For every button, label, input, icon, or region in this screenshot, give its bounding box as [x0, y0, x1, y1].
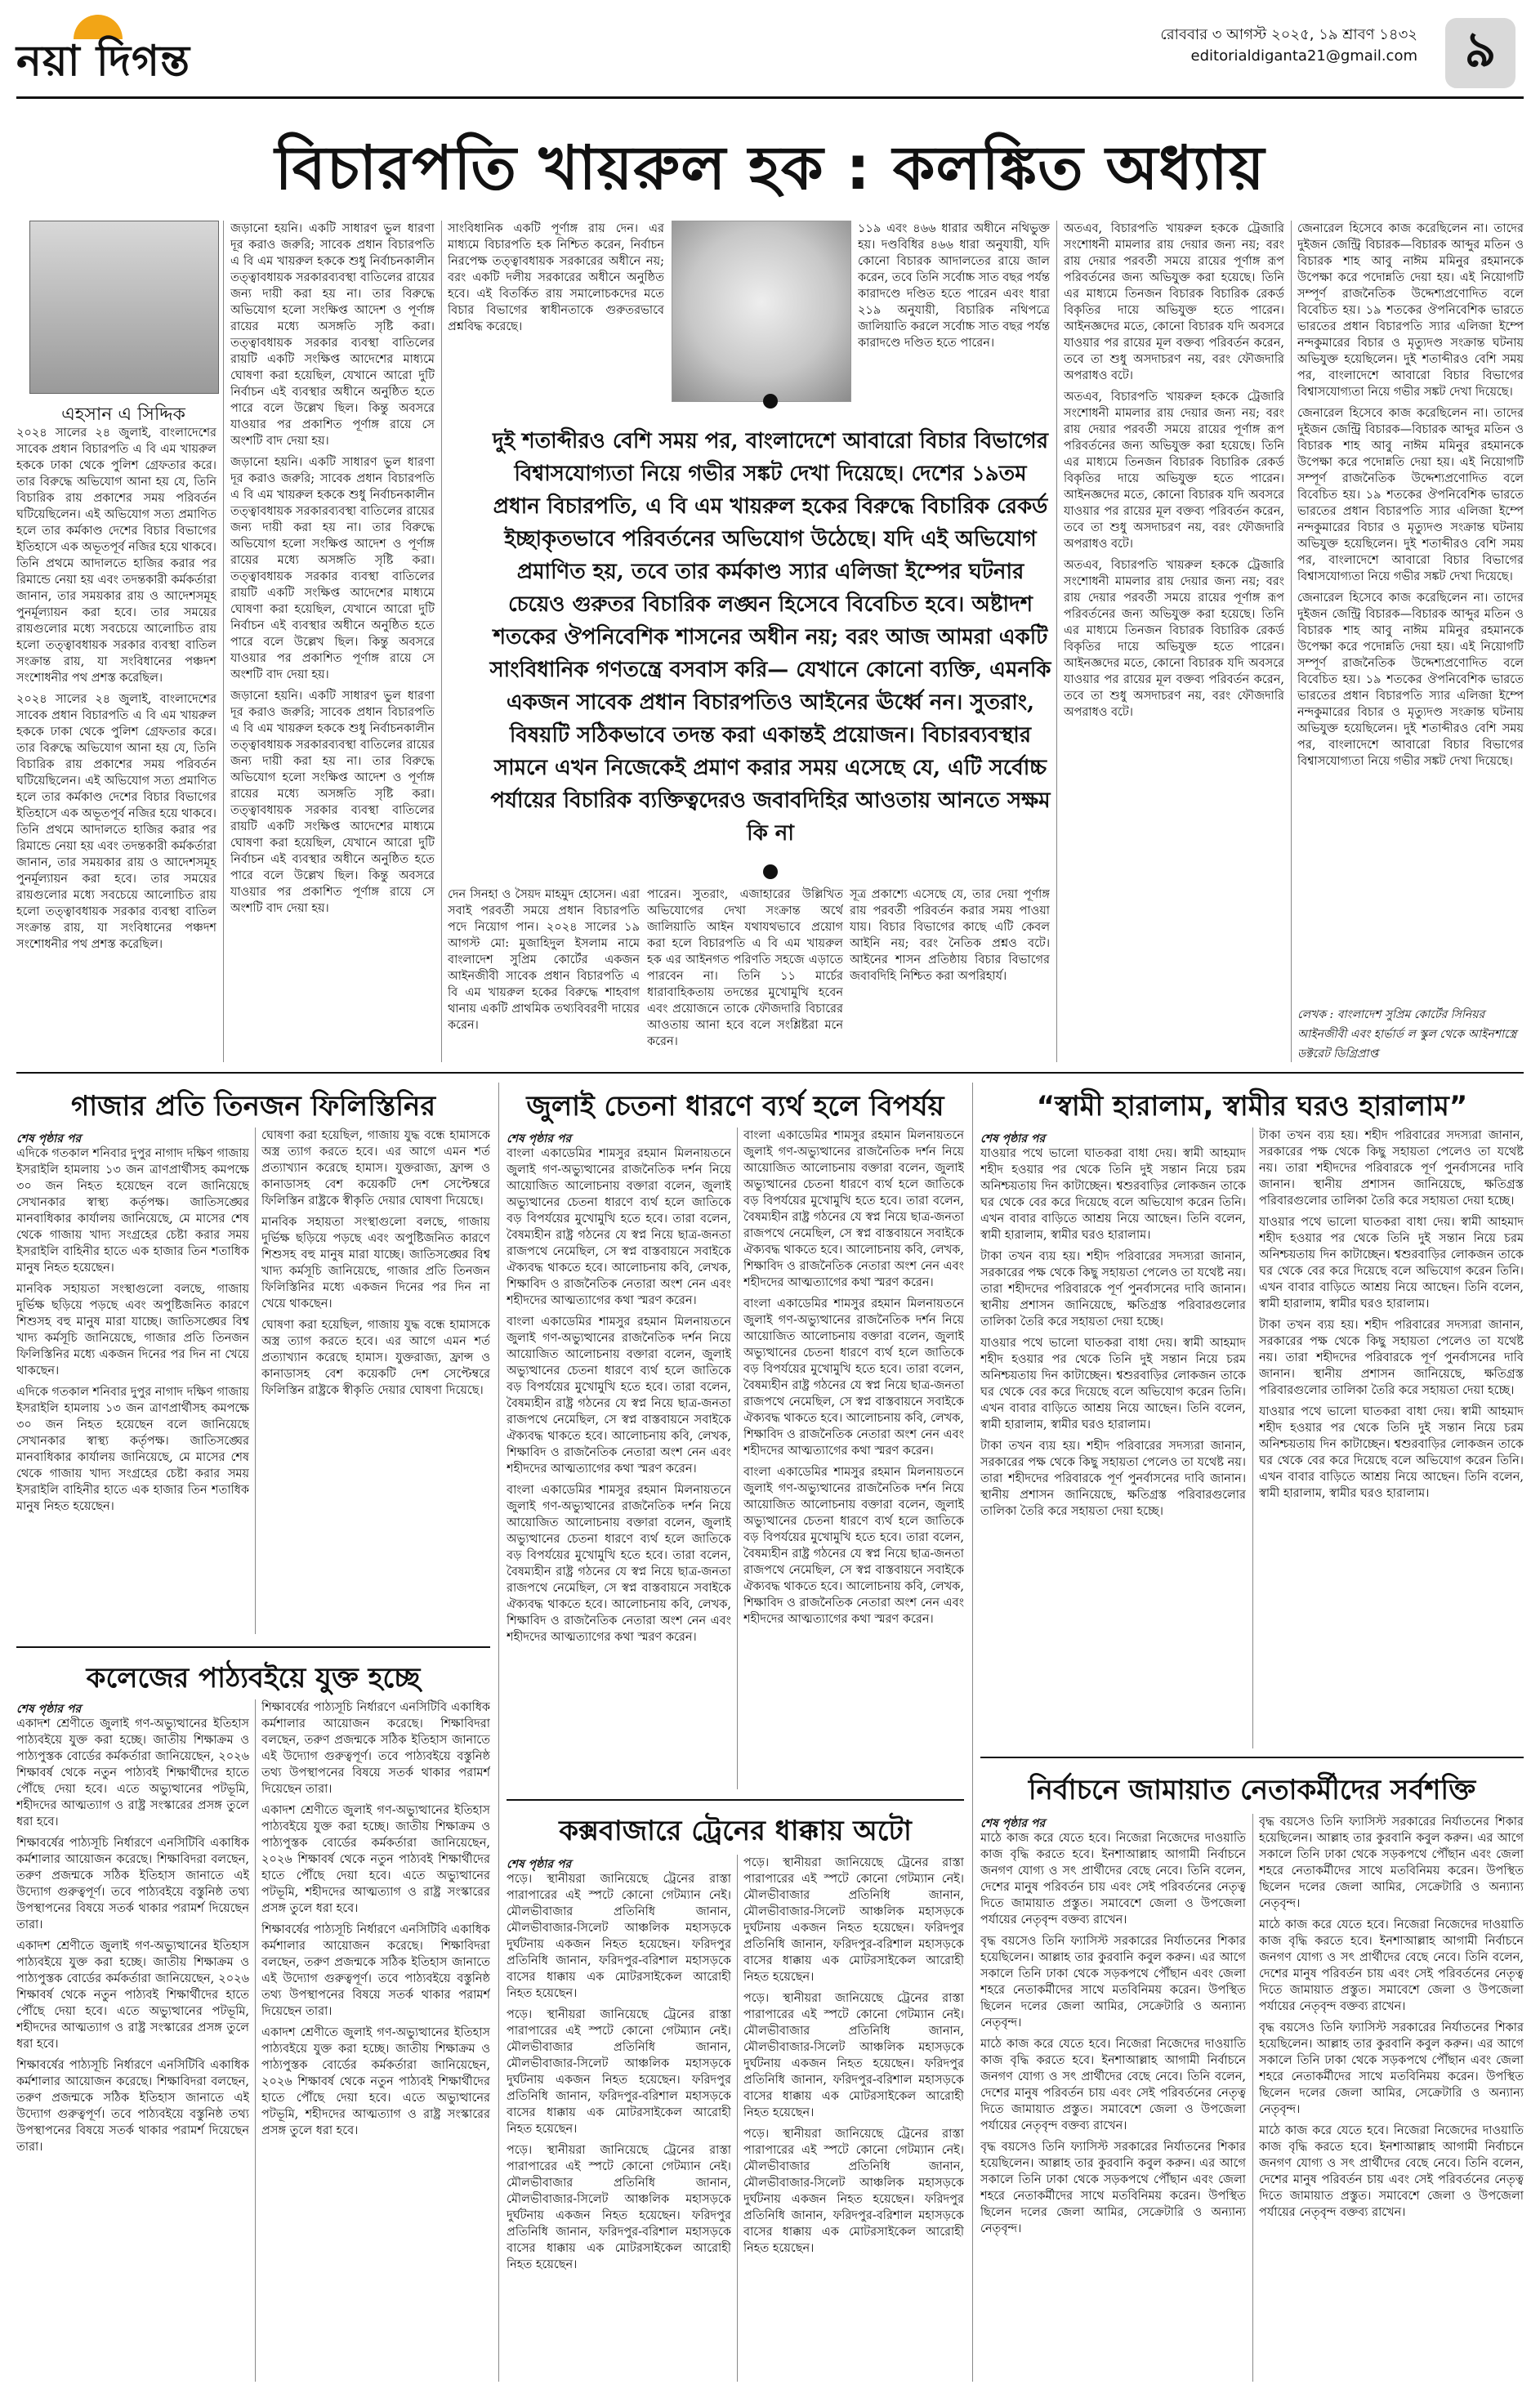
jamaat-col-1: মাঠে কাজ করে যেতে হবে। নিজেরা নিজেদের দাওয়াতি কাজ বৃদ্ধি করতে হবে। ইনশাআল্লাহ আগামী নির্বাচনে জনগণ যোগ্য ও সৎ প্রার্থীদের বেছে নেবে। তিনি বলেন, দেশের মানুষ পরিবর্তন চায় এবং সেই পরিবর্তনের নেতৃত্ব দিতে জামায়াত প্রস্তুত। সমাবেশে জেলা ও উপজেলা পর্যায়ের নেতৃবৃন্দ বক্তব্য রাখেন। বৃদ্ধ বয়সেও তিনি ফ্যাসিস্ট সরকারের নির্যাতনের শিকার হয়েছিলেন। আল্লাহ তার কুরবানি কবুল করুন। এর আগে সকালে তিনি ঢাকা থেকে সড়কপথে পৌঁছান এবং জেলা শহরে নেতাকর্মীদের সাথে মতবিনিময় করেন। উপস্থিত ছিলেন দলের জেলা আমির, সেক্রেটারি ও অন্যান্য নেতৃবৃন্দ। মাঠে কাজ করে যেতে হবে। নিজেরা নিজেদের দাওয়াতি কাজ বৃদ্ধি করতে হবে। ইনশাআল্লাহ আগামী নির্বাচনে জনগণ যোগ্য ও সৎ প্রার্থীদের বেছে নেবে। তিনি বলেন, দেশের মানুষ পরিবর্তন চায় এবং সেই পরিবর্তনের নেতৃত্ব দিতে জামায়াত প্রস্তুত। সমাবেশে জেলা ও উপজেলা পর্যায়ের নেতৃবৃন্দ বক্তব্য রাখেন। বৃদ্ধ বয়সেও তিনি ফ্যাসিস্ট সরকারের নির্যাতনের শিকার হয়েছিলেন। আল্লাহ তার কুরবানি কবুল করুন। এর আগে সকালে তিনি ঢাকা থেকে সড়কপথে পৌঁছান এবং জেলা শহরে নেতাকর্মীদের সাথে মতবিনিময় করেন। উপস্থিত ছিলেন দলের জেলা আমির, সেক্রেটারি ও অন্যান্য নেতৃবৃন্দ। [980, 1832, 1246, 2235]
gaza-col-2: ঘোষণা করা হয়েছিল, গাজায় যুদ্ধ বন্ধে হামাসকে অস্ত্র ত্যাগ করতে হবে। এর আগে এমন শর্ত প্রত্যাখ্যান করেছে হামাস। যুক্তরাজ্য, ফ্রান্স ও কানাডাসহ বেশ কয়েকটি দেশ সেপ্টেম্বরে ফিলিস্তিন রাষ্ট্রকে স্বীকৃতি দেয়ার ঘোষণা দিয়েছে। মানবিক সহায়তা সংস্থাগুলো বলছে, গাজায় দুর্ভিক্ষ ছড়িয়ে পড়ছে এবং অপুষ্টিজনিত কারণে শিশুসহ বহু মানুষ মারা যাচ্ছে। জাতিসঙ্ঘের বিশ্ব খাদ্য কর্মসূচি জানিয়েছে, গাজার প্রতি তিনজন ফিলিস্তিনির মধ্যে একজন দিনের পর দিন না খেয়ে থাকছেন। ঘোষণা করা হয়েছিল, গাজায় যুদ্ধ বন্ধে হামাসকে অস্ত্র ত্যাগ করতে হবে। এর আগে এমন শর্ত প্রত্যাখ্যান করেছে হামাস। যুক্তরাজ্য, ফ্রান্স ও কানাডাসহ বেশ কয়েকটি দেশ সেপ্টেম্বরে ফিলিস্তিন রাষ্ট্রকে স্বীকৃতি দেয়ার ঘোষণা দিয়েছে। [261, 1129, 490, 1397]
coxsbazar-col-2: পড়ে। স্থানীয়রা জানিয়েছে ট্রেনের রাস্তা পারাপারের এই স্পটে কোনো গেটম্যান নেই। মৌলভীবাজার প্রতিনিধি জানান, মৌলভীবাজার-সিলেট আঞ্চলিক মহাসড়কে দুর্ঘটনায় একজন নিহত হয়েছেন। ফরিদপুর প্রতিনিধি জানান, ফরিদপুর-বরিশাল মহাসড়কে বাসের ধাক্কায় এক মোটরসাইকেল আরোহী নিহত হয়েছেন। পড়ে। স্থানীয়রা জানিয়েছে ট্রেনের রাস্তা পারাপারের এই স্পটে কোনো গেটম্যান নেই। মৌলভীবাজার প্রতিনিধি জানান, মৌলভীবাজার-সিলেট আঞ্চলিক মহাসড়কে দুর্ঘটনায় একজন নিহত হয়েছেন। ফরিদপুর প্রতিনিধি জানান, ফরিদপুর-বরিশাল মহাসড়কে বাসের ধাক্কায় এক মোটরসাইকেল আরোহী নিহত হয়েছেন। পড়ে। স্থানীয়রা জানিয়েছে ট্রেনের রাস্তা পারাপারের এই স্পটে কোনো গেটম্যান নেই। মৌলভীবাজার প্রতিনিধি জানান, মৌলভীবাজার-সিলেট আঞ্চলিক মহাসড়কে দুর্ঘটনায় একজন নিহত হয়েছেন। ফরিদপুর প্রতিনিধি জানান, ফরিদপুর-বরিশাল মহাসড়কে বাসের ধাক্কায় এক মোটরসাইকেল আরোহী নিহত হয়েছেন। [743, 1856, 964, 2255]
page-number: ৯ [1445, 18, 1515, 88]
husband-col-2: টাকা তখন ব্যয় হয়। শহীদ পরিবারের সদস্যরা জানান, সরকারের পক্ষ থেকে কিছু সহায়তা পেলেও তা যথেষ্ট নয়। তারা শহীদদের পরিবারকে পূর্ণ পুনর্বাসনের দাবি জানান। স্থানীয় প্রশাসন জানিয়েছে, ক্ষতিগ্রস্ত পরিবারগুলোর তালিকা তৈরি করে সহায়তা দেয়া হচ্ছে। যাওয়ার পথে ভালো ঘাতকরা বাধা দেয়। স্বামী আহমাদ শহীদ হওয়ার পর থেকে তিনি দুই সন্তান নিয়ে চরম অনিশ্চয়তায় দিন কাটাচ্ছেন। শ্বশুরবাড়ির লোকজন তাকে ঘর থেকে বের করে দিয়েছে বলে অভিযোগ করেন তিনি। এখন বাবার বাড়িতে আশ্রয় নিয়ে আছেন। তিনি বলেন, স্বামী হারালাম, স্বামীর ঘরও হারালাম। টাকা তখন ব্যয় হয়। শহীদ পরিবারের সদস্যরা জানান, সরকারের পক্ষ থেকে কিছু সহায়তা পেলেও তা যথেষ্ট নয়। তারা শহীদদের পরিবারকে পূর্ণ পুনর্বাসনের দাবি জানান। স্থানীয় প্রশাসন জানিয়েছে, ক্ষতিগ্রস্ত পরিবারগুলোর তালিকা তৈরি করে সহায়তা দেয়া হচ্ছে। যাওয়ার পথে ভালো ঘাতকরা বাধা দেয়। স্বামী আহমাদ শহীদ হওয়ার পর থেকে তিনি দুই সন্তান নিয়ে চরম অনিশ্চয়তায় দিন কাটাচ্ছেন। শ্বশুরবাড়ির লোকজন তাকে ঘর থেকে বের করে দিয়েছে বলে অভিযোগ করেন তিনি। এখন বাবার বাড়িতে আশ্রয় নিয়ে আছেন। তিনি বলেন, স্বামী হারালাম, স্বামীর ঘরও হারালাম। [1259, 1129, 1524, 1500]
newspaper-logo[interactable]: নয়া দিগন্ত [16, 20, 278, 85]
section-divider [16, 1072, 1524, 1074]
main-article-col-3: সাংবিধানিক একটি পূর্ণাঙ্গ রায় দেন। এর মাধ্যমে বিচারপতি হক নিশ্চিত করেন, নির্বাচন নিরপেক্ষ তত্ত্বাবধায়ক সরকারের অধীনে নয়; বরং একটি দলীয় সরকারের অধীনে অনুষ্ঠিত হবে। এই বিতর্কিত রায় সমালোচকদের মতে বিচার বিভাগের স্বাধীনতাকে গুরুতরভাবে প্রশ্নবিদ্ধ করেছে। [448, 222, 664, 333]
article-tagline: শেষ পৃষ্ঠার পর [507, 1858, 572, 1871]
header-info [1160, 25, 1417, 67]
article-title-july[interactable]: জুলাই চেতনা ধারণে ব্যর্থ হলে বিপর্যয় [526, 1090, 944, 1123]
pull-quote-dot-bottom [763, 864, 778, 879]
main-headline: বিচারপতি খায়রুল হক : কলঙ্কিত অধ্যায় [275, 133, 1265, 203]
article-tagline: শেষ পৃষ্ঠার পর [507, 1132, 572, 1145]
header-divider [16, 96, 1524, 99]
pull-quote: দুই শতাব্দীরও বেশি সময় পর, বাংলাদেশে আবারো বিচার বিভাগের বিশ্বাসযোগ্যতা নিয়ে গভীর সঙ্কট দেখা দিয়েছে। দেশের ১৯তম প্রধান বিচারপতি, এ বি এম খায়রুল হকের বিরুদ্ধে বিচারিক রেকর্ড ইচ্ছাকৃতভাবে পরিবর্তনের অভিযোগ উঠেছে। যদি এই অভিযোগ প্রমাণিত হয়, তবে তার কর্মকাণ্ড স্যার এলিজা ইম্পের ঘটনার চেয়েও গুরুতর বিচারিক লঙ্ঘন হিসেবে বিবেচিত হবে। অষ্টাদশ শতকের ঔপনিবেশিক শাসনের অধীন নয়; বরং আজ আমরা একটি সাংবিধানিক গণতন্ত্রে বসবাস করি— যেখানে কোনো ব্যক্তি, এমনকি একজন সাবেক প্রধান বিচারপতিও আইনের ঊর্ধ্বে নন। সুতরাং, বিষয়টি সঠিকভাবে তদন্ত করা একান্তই প্রয়োজন। বিচারব্যবস্থার সামনে এখন নিজেকেই প্রমাণ করার সময় এসেছে যে, এটি সর্বোচ্চ পর্যায়ের বিচারিক ব্যক্তিত্বদেরও জবাবদিহির আওতায় আনতে সক্ষম কি না [489, 429, 1051, 846]
article-title-college[interactable]: কলেজের পাঠ্যবইয়ে যুক্ত হচ্ছে [86, 1662, 421, 1695]
author-credit: লেখক : বাংলাদেশ সুপ্রিম কোর্টের সিনিয়র আইনজীবী এবং হার্ভার্ড ল স্কুল থেকে আইনশাস্ত্রে ডক্টরেট ডিগ্রিপ্রাপ্ত [1297, 1008, 1517, 1061]
author-name: এহসান এ সিদ্দিক [61, 404, 185, 425]
column-divider [1291, 221, 1292, 1062]
column-divider [737, 1855, 738, 2382]
main-article-col-5: অতএব, বিচারপতি খায়রুল হককে ট্রেজারি সংশোধনী মামলার রায় দেয়ার জন্য নয়; বরং রায় দেয়ার পরবর্তী সময়ে রায়ের পূর্ণাঙ্গ রূপ পরিবর্তনের জন্য অভিযুক্ত করা হয়েছে। তিনি এর মাধ্যমে তিনজন বিচারক বিচারিক রেকর্ড বিকৃতির দায়ে অভিযুক্ত হতে পারেন। আইনজ্ঞদের মতে, কোনো বিচারক যদি অবসরে যাওয়ার পর রায়ের মূল বক্তব্য পরিবর্তন করেন, তবে তা শুধু অসদাচরণ নয়, বরং ফৌজদারি অপরাধও বটে। অতএব, বিচারপতি খায়রুল হককে ট্রেজারি সংশোধনী মামলার রায় দেয়ার জন্য নয়; বরং রায় দেয়ার পরবর্তী সময়ে রায়ের পূর্ণাঙ্গ রূপ পরিবর্তনের জন্য অভিযুক্ত করা হয়েছে। তিনি এর মাধ্যমে তিনজন বিচারক বিচারিক রেকর্ড বিকৃতির দায়ে অভিযুক্ত হতে পারেন। আইনজ্ঞদের মতে, কোনো বিচারক যদি অবসরে যাওয়ার পর রায়ের মূল বক্তব্য পরিবর্তন করেন, তবে তা শুধু অসদাচরণ নয়, বরং ফৌজদারি অপরাধও বটে। অতএব, বিচারপতি খায়রুল হককে ট্রেজারি সংশোধনী মামলার রায় দেয়ার জন্য নয়; বরং রায় দেয়ার পরবর্তী সময়ে রায়ের পূর্ণাঙ্গ রূপ পরিবর্তনের জন্য অভিযুক্ত করা হয়েছে। তিনি এর মাধ্যমে তিনজন বিচারক বিচারিক রেকর্ড বিকৃতির দায়ে অভিযুক্ত হতে পারেন। আইনজ্ঞদের মতে, কোনো বিচারক যদি অবসরে যাওয়ার পর রায়ের মূল বক্তব্য পরিবর্তন করেন, তবে তা শুধু অসদাচরণ নয়, বরং ফৌজদারি অপরাধও বটে। [1064, 222, 1284, 719]
section-divider [507, 1799, 964, 1801]
july-col-1: বাংলা একাডেমির শামসুর রহমান মিলনায়তনে জুলাই গণ-অভ্যুত্থানের রাজনৈতিক দর্শন নিয়ে আয়োজিত আলোচনায় বক্তারা বলেন, জুলাই অভ্যুত্থানের চেতনা ধারণে ব্যর্থ হলে জাতিকে বড় বিপর্যয়ের মুখোমুখি হতে হবে। তারা বলেন, বৈষম্যহীন রাষ্ট্র গঠনের যে স্বপ্ন নিয়ে ছাত্র-জনতা রাজপথে নেমেছিল, সে স্বপ্ন বাস্তবায়নে সবাইকে ঐক্যবদ্ধ থাকতে হবে। আলোচনায় কবি, লেখক, শিক্ষাবিদ ও রাজনৈতিক নেতারা অংশ নেন এবং শহীদদের আত্মত্যাগের কথা স্মরণ করেন। বাংলা একাডেমির শামসুর রহমান মিলনায়তনে জুলাই গণ-অভ্যুত্থানের রাজনৈতিক দর্শন নিয়ে আয়োজিত আলোচনায় বক্তারা বলেন, জুলাই অভ্যুত্থানের চেতনা ধারণে ব্যর্থ হলে জাতিকে বড় বিপর্যয়ের মুখোমুখি হতে হবে। তারা বলেন, বৈষম্যহীন রাষ্ট্র গঠনের যে স্বপ্ন নিয়ে ছাত্র-জনতা রাজপথে নেমেছিল, সে স্বপ্ন বাস্তবায়নে সবাইকে ঐক্যবদ্ধ থাকতে হবে। আলোচনায় কবি, লেখক, শিক্ষাবিদ ও রাজনৈতিক নেতারা অংশ নেন এবং শহীদদের আত্মত্যাগের কথা স্মরণ করেন। বাংলা একাডেমির শামসুর রহমান মিলনায়তনে জুলাই গণ-অভ্যুত্থানের রাজনৈতিক দর্শন নিয়ে আয়োজিত আলোচনায় বক্তারা বলেন, জুলাই অভ্যুত্থানের চেতনা ধারণে ব্যর্থ হলে জাতিকে বড় বিপর্যয়ের মুখোমুখি হতে হবে। তারা বলেন, বৈষম্যহীন রাষ্ট্র গঠনের যে স্বপ্ন নিয়ে ছাত্র-জনতা রাজপথে নেমেছিল, সে স্বপ্ন বাস্তবায়নে সবাইকে ঐক্যবদ্ধ থাকতে হবে। আলোচনায় কবি, লেখক, শিক্ষাবিদ ও রাজনৈতিক নেতারা অংশ নেন এবং শহীদদের আত্মত্যাগের কথা স্মরণ করেন। [507, 1147, 731, 1644]
coxsbazar-col-1: পড়ে। স্থানীয়রা জানিয়েছে ট্রেনের রাস্তা পারাপারের এই স্পটে কোনো গেটম্যান নেই। মৌলভীবাজার প্রতিনিধি জানান, মৌলভীবাজার-সিলেট আঞ্চলিক মহাসড়কে দুর্ঘটনায় একজন নিহত হয়েছেন। ফরিদপুর প্রতিনিধি জানান, ফরিদপুর-বরিশাল মহাসড়কে বাসের ধাক্কায় এক মোটরসাইকেল আরোহী নিহত হয়েছেন। পড়ে। স্থানীয়রা জানিয়েছে ট্রেনের রাস্তা পারাপারের এই স্পটে কোনো গেটম্যান নেই। মৌলভীবাজার প্রতিনিধি জানান, মৌলভীবাজার-সিলেট আঞ্চলিক মহাসড়কে দুর্ঘটনায় একজন নিহত হয়েছেন। ফরিদপুর প্রতিনিধি জানান, ফরিদপুর-বরিশাল মহাসড়কে বাসের ধাক্কায় এক মোটরসাইকেল আরোহী নিহত হয়েছেন। পড়ে। স্থানীয়রা জানিয়েছে ট্রেনের রাস্তা পারাপারের এই স্পটে কোনো গেটম্যান নেই। মৌলভীবাজার প্রতিনিধি জানান, মৌলভীবাজার-সিলেট আঞ্চলিক মহাসড়কে দুর্ঘটনায় একজন নিহত হয়েছেন। ফরিদপুর প্রতিনিধি জানান, ফরিদপুর-বরিশাল মহাসড়কে বাসের ধাক্কায় এক মোটরসাইকেল আরোহী নিহত হয়েছেন। [507, 1873, 731, 2271]
subject-photo [672, 221, 851, 402]
college-col-2: শিক্ষাবর্ষের পাঠ্যসূচি নির্ধারণে এনসিটিবি একাধিক কর্মশালার আয়োজন করেছে। শিক্ষাবিদরা বলছেন, তরুণ প্রজন্মকে সঠিক ইতিহাস জানাতে এই উদ্যোগ গুরুত্বপূর্ণ। তবে পাঠ্যবইয়ে বস্তুনিষ্ঠ তথ্য উপস্থাপনের বিষয়ে সতর্ক থাকার পরামর্শ দিয়েছেন তারা। একাদশ শ্রেণীতে জুলাই গণ-অভ্যুত্থানের ইতিহাস পাঠ্যবইয়ে যুক্ত করা হচ্ছে। জাতীয় শিক্ষাক্রম ও পাঠ্যপুস্তক বোর্ডের কর্মকর্তারা জানিয়েছেন, ২০২৬ শিক্ষাবর্ষ থেকে নতুন পাঠ্যবই শিক্ষার্থীদের হাতে পৌঁছে দেয়া হবে। এতে অভ্যুত্থানের পটভূমি, শহীদদের আত্মত্যাগ ও রাষ্ট্র সংস্কারের প্রসঙ্গ তুলে ধরা হবে। শিক্ষাবর্ষের পাঠ্যসূচি নির্ধারণে এনসিটিবি একাধিক কর্মশালার আয়োজন করেছে। শিক্ষাবিদরা বলছেন, তরুণ প্রজন্মকে সঠিক ইতিহাস জানাতে এই উদ্যোগ গুরুত্বপূর্ণ। তবে পাঠ্যবইয়ে বস্তুনিষ্ঠ তথ্য উপস্থাপনের বিষয়ে সতর্ক থাকার পরামর্শ দিয়েছেন তারা। একাদশ শ্রেণীতে জুলাই গণ-অভ্যুত্থানের ইতিহাস পাঠ্যবইয়ে যুক্ত করা হচ্ছে। জাতীয় শিক্ষাক্রম ও পাঠ্যপুস্তক বোর্ডের কর্মকর্তারা জানিয়েছেন, ২০২৬ শিক্ষাবর্ষ থেকে নতুন পাঠ্যবই শিক্ষার্থীদের হাতে পৌঁছে দেয়া হবে। এতে অভ্যুত্থানের পটভূমি, শহীদদের আত্মত্যাগ ও রাষ্ট্র সংস্কারের প্রসঙ্গ তুলে ধরা হবে। [261, 1701, 490, 2137]
article-tagline: শেষ পৃষ্ঠার পর [16, 1703, 82, 1716]
article-tagline: শেষ পৃষ্ঠার পর [980, 1132, 1046, 1145]
article-tagline: শেষ পৃষ্ঠার পর [16, 1132, 82, 1145]
column-divider [1252, 1814, 1253, 2382]
jamaat-col-2: বৃদ্ধ বয়সেও তিনি ফ্যাসিস্ট সরকারের নির্যাতনের শিকার হয়েছিলেন। আল্লাহ তার কুরবানি কবুল করুন। এর আগে সকালে তিনি ঢাকা থেকে সড়কপথে পৌঁছান এবং জেলা শহরে নেতাকর্মীদের সাথে মতবিনিময় করেন। উপস্থিত ছিলেন দলের জেলা আমির, সেক্রেটারি ও অন্যান্য নেতৃবৃন্দ। মাঠে কাজ করে যেতে হবে। নিজেরা নিজেদের দাওয়াতি কাজ বৃদ্ধি করতে হবে। ইনশাআল্লাহ আগামী নির্বাচনে জনগণ যোগ্য ও সৎ প্রার্থীদের বেছে নেবে। তিনি বলেন, দেশের মানুষ পরিবর্তন চায় এবং সেই পরিবর্তনের নেতৃত্ব দিতে জামায়াত প্রস্তুত। সমাবেশে জেলা ও উপজেলা পর্যায়ের নেতৃবৃন্দ বক্তব্য রাখেন। বৃদ্ধ বয়সেও তিনি ফ্যাসিস্ট সরকারের নির্যাতনের শিকার হয়েছিলেন। আল্লাহ তার কুরবানি কবুল করুন। এর আগে সকালে তিনি ঢাকা থেকে সড়কপথে পৌঁছান এবং জেলা শহরে নেতাকর্মীদের সাথে মতবিনিময় করেন। উপস্থিত ছিলেন দলের জেলা আমির, সেক্রেটারি ও অন্যান্য নেতৃবৃন্দ। মাঠে কাজ করে যেতে হবে। নিজেরা নিজেদের দাওয়াতি কাজ বৃদ্ধি করতে হবে। ইনশাআল্লাহ আগামী নির্বাচনে জনগণ যোগ্য ও সৎ প্রার্থীদের বেছে নেবে। তিনি বলেন, দেশের মানুষ পরিবর্তন চায় এবং সেই পরিবর্তনের নেতৃত্ব দিতে জামায়াত প্রস্তুত। সমাবেশে জেলা ও উপজেলা পর্যায়ের নেতৃবৃন্দ বক্তব্য রাখেন। [1259, 1815, 1524, 2219]
column-divider [223, 221, 224, 1062]
column-divider [441, 221, 442, 1062]
column-divider [972, 1083, 973, 2382]
pull-quote-dot-top [763, 394, 778, 409]
college-col-1: একাদশ শ্রেণীতে জুলাই গণ-অভ্যুত্থানের ইতিহাস পাঠ্যবইয়ে যুক্ত করা হচ্ছে। জাতীয় শিক্ষাক্রম ও পাঠ্যপুস্তক বোর্ডের কর্মকর্তারা জানিয়েছেন, ২০২৬ শিক্ষাবর্ষ থেকে নতুন পাঠ্যবই শিক্ষার্থীদের হাতে পৌঁছে দেয়া হবে। এতে অভ্যুত্থানের পটভূমি, শহীদদের আত্মত্যাগ ও রাষ্ট্র সংস্কারের প্রসঙ্গ তুলে ধরা হবে। শিক্ষাবর্ষের পাঠ্যসূচি নির্ধারণে এনসিটিবি একাধিক কর্মশালার আয়োজন করেছে। শিক্ষাবিদরা বলছেন, তরুণ প্রজন্মকে সঠিক ইতিহাস জানাতে এই উদ্যোগ গুরুত্বপূর্ণ। তবে পাঠ্যবইয়ে বস্তুনিষ্ঠ তথ্য উপস্থাপনের বিষয়ে সতর্ক থাকার পরামর্শ দিয়েছেন তারা। একাদশ শ্রেণীতে জুলাই গণ-অভ্যুত্থানের ইতিহাস পাঠ্যবইয়ে যুক্ত করা হচ্ছে। জাতীয় শিক্ষাক্রম ও পাঠ্যপুস্তক বোর্ডের কর্মকর্তারা জানিয়েছেন, ২০২৬ শিক্ষাবর্ষ থেকে নতুন পাঠ্যবই শিক্ষার্থীদের হাতে পৌঁছে দেয়া হবে। এতে অভ্যুত্থানের পটভূমি, শহীদদের আত্মত্যাগ ও রাষ্ট্র সংস্কারের প্রসঙ্গ তুলে ধরা হবে। শিক্ষাবর্ষের পাঠ্যসূচি নির্ধারণে এনসিটিবি একাধিক কর্মশালার আয়োজন করেছে। শিক্ষাবিদরা বলছেন, তরুণ প্রজন্মকে সঠিক ইতিহাস জানাতে এই উদ্যোগ গুরুত্বপূর্ণ। তবে পাঠ্যবইয়ে বস্তুনিষ্ঠ তথ্য উপস্থাপনের বিষয়ে সতর্ক থাকার পরামর্শ দিয়েছেন তারা। [16, 1717, 249, 2154]
main-article-col-9: সূত্র প্রকাশ্যে এসেছে যে, তার দেয়া পূর্ণাঙ্গ রায় পরবর্তী পরিবর্তন করার সময় পাওয়া যায়। বিচার বিভাগের কাছে এটি কেবল আইনি নয়; বরং নৈতিক প্রশ্নও বটে। আইনের শাসন প্রতিষ্ঠায় বিচার বিভাগের জবাবদিহি নিশ্চিত করা অপরিহার্য। [850, 888, 1050, 983]
email[interactable]: editorialdiganta21@gmail.com [1190, 47, 1417, 65]
section-divider [16, 1646, 490, 1648]
article-title-gaza[interactable]: গাজার প্রতি তিনজন ফিলিস্তিনির [70, 1090, 436, 1123]
main-article-col-2: জড়ানো হয়নি। একটি সাধারণ ভুল ধারণা দূর করাও জরুরি; সাবেক প্রধান বিচারপতি এ বি এম খায়রুল হককে শুধু নির্বাচনকালীন তত্ত্বাবধায়ক সরকারব্যবস্থা বাতিলের রায়ের জন্য দায়ী করা হয় না। তার বিরুদ্ধে অভিযোগ হলো সংক্ষিপ্ত আদেশ ও পূর্ণাঙ্গ রায়ের মধ্যে অসঙ্গতি সৃষ্টি করা। তত্ত্বাবধায়ক সরকার ব্যবস্থা বাতিলের রায়টি একটি সংক্ষিপ্ত আদেশের মাধ্যমে ঘোষণা করা হয়েছিল, যেখানে আরো দুটি নির্বাচন এই ব্যবস্থার অধীনে অনুষ্ঠিত হতে পারে বলে উল্লেখ ছিল। কিন্তু অবসরে যাওয়ার পর প্রকাশিত পূর্ণাঙ্গ রায়ে সে অংশটি বাদ দেয়া হয়। জড়ানো হয়নি। একটি সাধারণ ভুল ধারণা দূর করাও জরুরি; সাবেক প্রধান বিচারপতি এ বি এম খায়রুল হককে শুধু নির্বাচনকালীন তত্ত্বাবধায়ক সরকারব্যবস্থা বাতিলের রায়ের জন্য দায়ী করা হয় না। তার বিরুদ্ধে অভিযোগ হলো সংক্ষিপ্ত আদেশ ও পূর্ণাঙ্গ রায়ের মধ্যে অসঙ্গতি সৃষ্টি করা। তত্ত্বাবধায়ক সরকার ব্যবস্থা বাতিলের রায়টি একটি সংক্ষিপ্ত আদেশের মাধ্যমে ঘোষণা করা হয়েছিল, যেখানে আরো দুটি নির্বাচন এই ব্যবস্থার অধীনে অনুষ্ঠিত হতে পারে বলে উল্লেখ ছিল। কিন্তু অবসরে যাওয়ার পর প্রকাশিত পূর্ণাঙ্গ রায়ে সে অংশটি বাদ দেয়া হয়। জড়ানো হয়নি। একটি সাধারণ ভুল ধারণা দূর করাও জরুরি; সাবেক প্রধান বিচারপতি এ বি এম খায়রুল হককে শুধু নির্বাচনকালীন তত্ত্বাবধায়ক সরকারব্যবস্থা বাতিলের রায়ের জন্য দায়ী করা হয় না। তার বিরুদ্ধে অভিযোগ হলো সংক্ষিপ্ত আদেশ ও পূর্ণাঙ্গ রায়ের মধ্যে অসঙ্গতি সৃষ্টি করা। তত্ত্বাবধায়ক সরকার ব্যবস্থা বাতিলের রায়টি একটি সংক্ষিপ্ত আদেশের মাধ্যমে ঘোষণা করা হয়েছিল, যেখানে আরো দুটি নির্বাচন এই ব্যবস্থার অধীনে অনুষ্ঠিত হতে পারে বলে উল্লেখ ছিল। কিন্তু অবসরে যাওয়ার পর প্রকাশিত পূর্ণাঙ্গ রায়ে সে অংশটি বাদ দেয়া হয়। [230, 222, 435, 915]
gaza-col-1: এদিকে গতকাল শনিবার দুপুর নাগাদ দক্ষিণ গাজায় ইসরাইলি হামলায় ১৩ জন ত্রাণপ্রার্থীসহ কমপক্ষে ৩০ জন নিহত হয়েছেন বলে জানিয়েছে সেখানকার স্বাস্থ্য কর্তৃপক্ষ। জাতিসঙ্ঘের মানবাধিকার কার্যালয় জানিয়েছে, মে মাসের শেষ থেকে গাজায় খাদ্য সংগ্রহের চেষ্টা করার সময় ইসরাইলি বাহিনীর হাতে এক হাজার তিন শতাধিক মানুষ নিহত হয়েছেন। মানবিক সহায়তা সংস্থাগুলো বলছে, গাজায় দুর্ভিক্ষ ছড়িয়ে পড়ছে এবং অপুষ্টিজনিত কারণে শিশুসহ বহু মানুষ মারা যাচ্ছে। জাতিসঙ্ঘের বিশ্ব খাদ্য কর্মসূচি জানিয়েছে, গাজার প্রতি তিনজন ফিলিস্তিনির মধ্যে একজন দিনের পর দিন না খেয়ে থাকছেন। এদিকে গতকাল শনিবার দুপুর নাগাদ দক্ষিণ গাজায় ইসরাইলি হামলায় ১৩ জন ত্রাণপ্রার্থীসহ কমপক্ষে ৩০ জন নিহত হয়েছেন বলে জানিয়েছে সেখানকার স্বাস্থ্য কর্তৃপক্ষ। জাতিসঙ্ঘের মানবাধিকার কার্যালয় জানিয়েছে, মে মাসের শেষ থেকে গাজায় খাদ্য সংগ্রহের চেষ্টা করার সময় ইসরাইলি বাহিনীর হাতে এক হাজার তিন শতাধিক মানুষ নিহত হয়েছেন। [16, 1147, 249, 1513]
main-article-col-8: পারেন। সুতরাং, এজাহারের উল্লিখিত অভিযোগের দেখা সংক্রান্ত অর্থে জালিয়াতি আইন যথাযথভাবে প্রয়োগ করা হলে বিচারপতি এ বি এম খায়রুল হক এর আইনগত পরিণতি সহজে এড়াতে পারবেন না। তিনি ১১ মার্চের ধারাবাহিকতায় তদন্তের মুখোমুখি হবেন এবং প্রয়োজনে তাকে ফৌজদারি বিচারের আওতায় আনা হবে বলে সংশ্লিষ্টরা মনে করেন। [647, 888, 843, 1048]
section-divider [980, 1757, 1524, 1758]
column-divider [498, 1083, 499, 2382]
article-tagline: শেষ পৃষ্ঠার পর [980, 1817, 1046, 1830]
article-title-jamaat[interactable]: নির্বাচনে জামায়াত নেতাকর্মীদের সর্বশক্তি [1028, 1774, 1476, 1806]
column-divider [255, 1699, 256, 2382]
main-article-col-4: ১১৯ এবং ৪৬৬ ধারার অধীনে নথিভুক্ত হয়। দণ্ডবিধির ৪৬৬ ধারা অনুযায়ী, যদি কোনো বিচারক আদালতের রায়ে জাল করেন, তবে তিনি সর্বোচ্চ সাত বছর পর্যন্ত কারাদণ্ডে দণ্ডিত হতে পারেন এবং ধারা ২১৯ অনুযায়ী, বিচারিক নথিপত্রে জালিয়াতি করলে সর্বোচ্চ সাত বছর পর্যন্ত কারাদণ্ডে দণ্ডিত হতে পারেন। [858, 222, 1050, 350]
july-col-2: বাংলা একাডেমির শামসুর রহমান মিলনায়তনে জুলাই গণ-অভ্যুত্থানের রাজনৈতিক দর্শন নিয়ে আয়োজিত আলোচনায় বক্তারা বলেন, জুলাই অভ্যুত্থানের চেতনা ধারণে ব্যর্থ হলে জাতিকে বড় বিপর্যয়ের মুখোমুখি হতে হবে। তারা বলেন, বৈষম্যহীন রাষ্ট্র গঠনের যে স্বপ্ন নিয়ে ছাত্র-জনতা রাজপথে নেমেছিল, সে স্বপ্ন বাস্তবায়নে সবাইকে ঐক্যবদ্ধ থাকতে হবে। আলোচনায় কবি, লেখক, শিক্ষাবিদ ও রাজনৈতিক নেতারা অংশ নেন এবং শহীদদের আত্মত্যাগের কথা স্মরণ করেন। বাংলা একাডেমির শামসুর রহমান মিলনায়তনে জুলাই গণ-অভ্যুত্থানের রাজনৈতিক দর্শন নিয়ে আয়োজিত আলোচনায় বক্তারা বলেন, জুলাই অভ্যুত্থানের চেতনা ধারণে ব্যর্থ হলে জাতিকে বড় বিপর্যয়ের মুখোমুখি হতে হবে। তারা বলেন, বৈষম্যহীন রাষ্ট্র গঠনের যে স্বপ্ন নিয়ে ছাত্র-জনতা রাজপথে নেমেছিল, সে স্বপ্ন বাস্তবায়নে সবাইকে ঐক্যবদ্ধ থাকতে হবে। আলোচনায় কবি, লেখক, শিক্ষাবিদ ও রাজনৈতিক নেতারা অংশ নেন এবং শহীদদের আত্মত্যাগের কথা স্মরণ করেন। বাংলা একাডেমির শামসুর রহমান মিলনায়তনে জুলাই গণ-অভ্যুত্থানের রাজনৈতিক দর্শন নিয়ে আয়োজিত আলোচনায় বক্তারা বলেন, জুলাই অভ্যুত্থানের চেতনা ধারণে ব্যর্থ হলে জাতিকে বড় বিপর্যয়ের মুখোমুখি হতে হবে। তারা বলেন, বৈষম্যহীন রাষ্ট্র গঠনের যে স্বপ্ন নিয়ে ছাত্র-জনতা রাজপথে নেমেছিল, সে স্বপ্ন বাস্তবায়নে সবাইকে ঐক্যবদ্ধ থাকতে হবে। আলোচনায় কবি, লেখক, শিক্ষাবিদ ও রাজনৈতিক নেতারা অংশ নেন এবং শহীদদের আত্মত্যাগের কথা স্মরণ করেন। [743, 1129, 964, 1626]
author-photo [29, 221, 219, 394]
masthead [0, 0, 1540, 98]
main-article-col-1: ২০২৪ সালের ২৪ জুলাই, বাংলাদেশের সাবেক প্রধান বিচারপতি এ বি এম খায়রুল হককে ঢাকা থেকে পুলিশ গ্রেফতার করে। তার বিরুদ্ধে অভিযোগ আনা হয় যে, তিনি বিচারিক রায় প্রকাশের সময় পরিবর্তন ঘটিয়েছিলেন। এই অভিযোগ সত্য প্রমাণিত হলে তার কর্মকাণ্ড দেশের বিচার বিভাগের ইতিহাসে এক অভূতপূর্ব নজির হয়ে থাকবে। তিনি প্রথমে আদালতে হাজির করার পর রিমান্ডে নেয়া হয় এবং তদন্তকারী কর্মকর্তারা জানান, তার সময়কার রায় ও আদেশসমূহ পুনর্মূল্যায়ন করা হবে। তার সময়ের রায়গুলোর মধ্যে সবচেয়ে আলোচিত রায় হলো তত্ত্বাবধায়ক সরকার ব্যবস্থা বাতিল সংক্রান্ত রায়, যা সংবিধানের পঞ্চদশ সংশোধনীর পথ প্রশস্ত করেছিল। ২০২৪ সালের ২৪ জুলাই, বাংলাদেশের সাবেক প্রধান বিচারপতি এ বি এম খায়রুল হককে ঢাকা থেকে পুলিশ গ্রেফতার করে। তার বিরুদ্ধে অভিযোগ আনা হয় যে, তিনি বিচারিক রায় প্রকাশের সময় পরিবর্তন ঘটিয়েছিলেন। এই অভিযোগ সত্য প্রমাণিত হলে তার কর্মকাণ্ড দেশের বিচার বিভাগের ইতিহাসে এক অভূতপূর্ব নজির হয়ে থাকবে। তিনি প্রথমে আদালতে হাজির করার পর রিমান্ডে নেয়া হয় এবং তদন্তকারী কর্মকর্তারা জানান, তার সময়কার রায় ও আদেশসমূহ পুনর্মূল্যায়ন করা হবে। তার সময়ের রায়গুলোর মধ্যে সবচেয়ে আলোচিত রায় হলো তত্ত্বাবধায়ক সরকার ব্যবস্থা বাতিল সংক্রান্ত রায়, যা সংবিধানের পঞ্চদশ সংশোধনীর পথ প্রশস্ত করেছিল। [16, 426, 216, 951]
article-title-coxsbazar[interactable]: কক্সবাজারে ট্রেনের ধাক্কায় অটো [559, 1815, 912, 1847]
husband-col-1: যাওয়ার পথে ভালো ঘাতকরা বাধা দেয়। স্বামী আহমাদ শহীদ হওয়ার পর থেকে তিনি দুই সন্তান নিয়ে চরম অনিশ্চয়তায় দিন কাটাচ্ছেন। শ্বশুরবাড়ির লোকজন তাকে ঘর থেকে বের করে দিয়েছে বলে অভিযোগ করেন তিনি। এখন বাবার বাড়িতে আশ্রয় নিয়ে আছেন। তিনি বলেন, স্বামী হারালাম, স্বামীর ঘরও হারালাম। টাকা তখন ব্যয় হয়। শহীদ পরিবারের সদস্যরা জানান, সরকারের পক্ষ থেকে কিছু সহায়তা পেলেও তা যথেষ্ট নয়। তারা শহীদদের পরিবারকে পূর্ণ পুনর্বাসনের দাবি জানান। স্থানীয় প্রশাসন জানিয়েছে, ক্ষতিগ্রস্ত পরিবারগুলোর তালিকা তৈরি করে সহায়তা দেয়া হচ্ছে। যাওয়ার পথে ভালো ঘাতকরা বাধা দেয়। স্বামী আহমাদ শহীদ হওয়ার পর থেকে তিনি দুই সন্তান নিয়ে চরম অনিশ্চয়তায় দিন কাটাচ্ছেন। শ্বশুরবাড়ির লোকজন তাকে ঘর থেকে বের করে দিয়েছে বলে অভিযোগ করেন তিনি। এখন বাবার বাড়িতে আশ্রয় নিয়ে আছেন। তিনি বলেন, স্বামী হারালাম, স্বামীর ঘরও হারালাম। টাকা তখন ব্যয় হয়। শহীদ পরিবারের সদস্যরা জানান, সরকারের পক্ষ থেকে কিছু সহায়তা পেলেও তা যথেষ্ট নয়। তারা শহীদদের পরিবারকে পূর্ণ পুনর্বাসনের দাবি জানান। স্থানীয় প্রশাসন জানিয়েছে, ক্ষতিগ্রস্ত পরিবারগুলোর তালিকা তৈরি করে সহায়তা দেয়া হচ্ছে। [980, 1147, 1246, 1518]
date-line: রোববার ৩ আগস্ট ২০২৫, ১৯ শ্রাবণ ১৪৩২ [1160, 26, 1417, 43]
column-divider [1056, 221, 1057, 1062]
column-divider [1252, 1128, 1253, 1748]
column-divider [255, 1128, 256, 1634]
main-article-col-6: জেনারেল হিসেবে কাজ করেছিলেন না। তাদের দুইজন জেন্ট্রি বিচারক—বিচারক আব্দুর মতিন ও বিচারক শাহ আবু নাঈম মমিনুর রহমানকে উপেক্ষা করে পদোন্নতি দেয়া হয়। এই নিয়োগটি সম্পূর্ণ রাজনৈতিক উদ্দেশ্যপ্রণোদিত বলে বিবেচিত হয়। ১৯ শতকের ঔপনিবেশিক ভারতে ভারতের প্রধান বিচারপতি স্যার এলিজা ইম্পে নন্দকুমারের বিচার ও মৃত্যুদণ্ড সংক্রান্ত ঘটনায় অভিযুক্ত হয়েছিলেন। দুই শতাব্দীরও বেশি সময় পর, বাংলাদেশে আবারো বিচার বিভাগের বিশ্বাসযোগ্যতা নিয়ে গভীর সঙ্কট দেখা দিয়েছে। জেনারেল হিসেবে কাজ করেছিলেন না। তাদের দুইজন জেন্ট্রি বিচারক—বিচারক আব্দুর মতিন ও বিচারক শাহ আবু নাঈম মমিনুর রহমানকে উপেক্ষা করে পদোন্নতি দেয়া হয়। এই নিয়োগটি সম্পূর্ণ রাজনৈতিক উদ্দেশ্যপ্রণোদিত বলে বিবেচিত হয়। ১৯ শতকের ঔপনিবেশিক ভারতে ভারতের প্রধান বিচারপতি স্যার এলিজা ইম্পে নন্দকুমারের বিচার ও মৃত্যুদণ্ড সংক্রান্ত ঘটনায় অভিযুক্ত হয়েছিলেন। দুই শতাব্দীরও বেশি সময় পর, বাংলাদেশে আবারো বিচার বিভাগের বিশ্বাসযোগ্যতা নিয়ে গভীর সঙ্কট দেখা দিয়েছে। জেনারেল হিসেবে কাজ করেছিলেন না। তাদের দুইজন জেন্ট্রি বিচারক—বিচারক আব্দুর মতিন ও বিচারক শাহ আবু নাঈম মমিনুর রহমানকে উপেক্ষা করে পদোন্নতি দেয়া হয়। এই নিয়োগটি সম্পূর্ণ রাজনৈতিক উদ্দেশ্যপ্রণোদিত বলে বিবেচিত হয়। ১৯ শতকের ঔপনিবেশিক ভারতে ভারতের প্রধান বিচারপতি স্যার এলিজা ইম্পে নন্দকুমারের বিচার ও মৃত্যুদণ্ড সংক্রান্ত ঘটনায় অভিযুক্ত হয়েছিলেন। দুই শতাব্দীরও বেশি সময় পর, বাংলাদেশে আবারো বিচার বিভাগের বিশ্বাসযোগ্যতা নিয়ে গভীর সঙ্কট দেখা দিয়েছে। [1297, 222, 1524, 768]
main-article-col-7: দেন সিনহা ও সৈয়দ মাহমুদ হোসেন। এরা সবাই পরবর্তী সময়ে প্রধান বিচারপতি পদে নিয়োগ পান। ২০২৪ সালের ১৯ আগস্ট মো: মুজাহিদুল ইসলাম নামে বাংলাদেশ সুপ্রিম কোর্টের একজন আইনজীবী সাবেক প্রধান বিচারপতি এ বি এম খায়রুল হকের বিরুদ্ধে শাহবাগ থানায় একটি প্রাথমিক তথ্যবিবরণী দায়ের করেন। [448, 888, 640, 1032]
article-title-husband[interactable]: “স্বামী হারালাম, স্বামীর ঘরও হারালাম” [1036, 1090, 1468, 1123]
column-divider [737, 1128, 738, 1789]
